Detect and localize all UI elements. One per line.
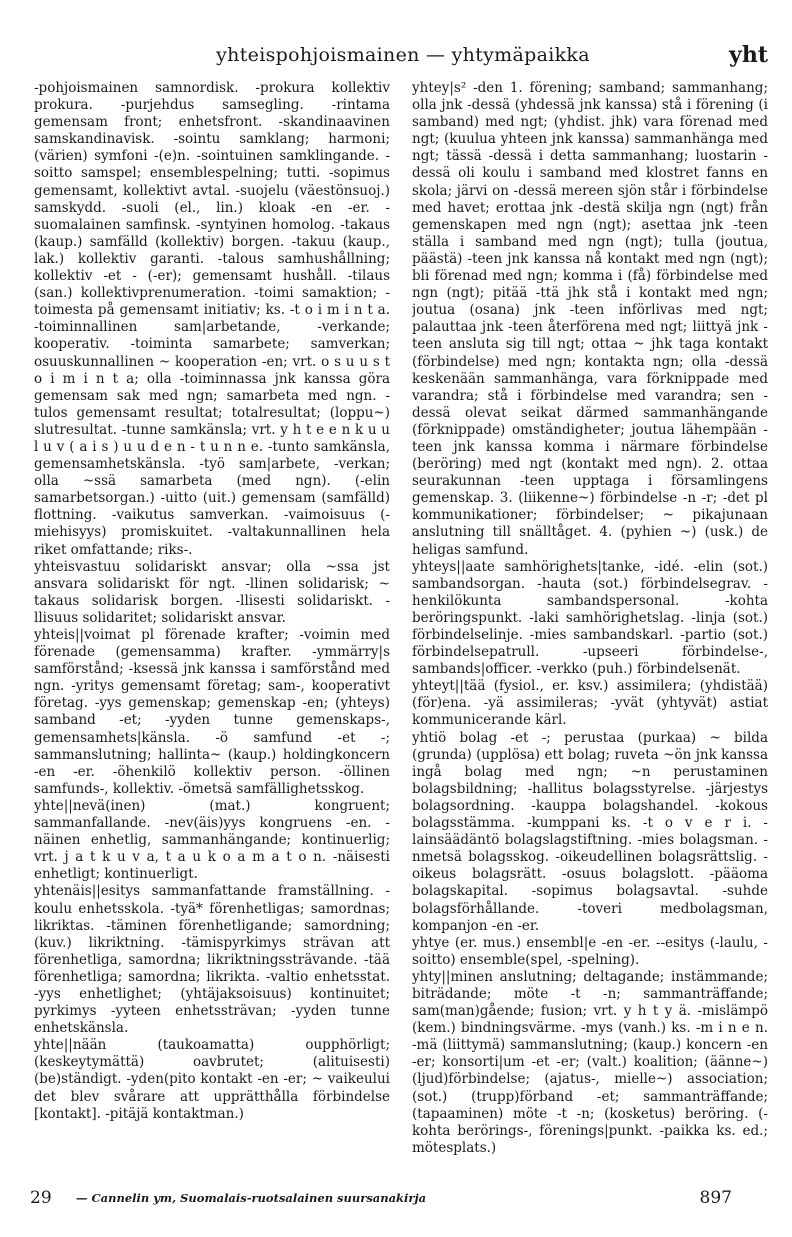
guide-word: yht	[729, 42, 768, 68]
entry-yhteisvastuu: yhteisvastuu solidariskt ansvar; olla ~ssa jst ansvara solidariskt för ngt. -llinen solidarisk; ~ takaus solidarisk borgen. -llisesti solidariskt. -llisuus solidaritet; solidariskt ansvar.	[34, 558, 390, 626]
entry-yhteyttaa: yhteyt||tää (fysiol., er. ksv.) assimilera; (yhdistää) (för)ena. -yä assimileras; -yvät (yhtyvät) astiat kommunicerande kärl.	[412, 678, 768, 729]
entry-yhteys: yhtey|s² -den 1. förening; samband; sammanhang; olla jnk -dessä (yhdessä jnk kanssa) stå i förening (i samband) med ngt; (yhdist. jhk) vara förenad med ngt; (kuulua yhteen jnk kanssa) sammanhänga med ngt; tässä -dessä i detta sammanhang; luostarin -dessä oli koulu i samband med klostret fanns en skola; järvi on -dessä mereen sjön står i förbindelse med havet; erottaa jnk -destä skilja ngn (ngt) från gemenskapen med ngn (ngt); asettaa jnk -teen ställa i samband med ngn (ngt); tulla (joutua, päästä) -teen jnk kanssa nå kontakt med ngn (ngt); bli förenad med ngn; komma i (få) förbindelse med ngn (ngt); pitää -ttä jhk stå i kontakt med ngn; joutua (osana) jnk -teen införlivas med ngt; palauttaa jnk -teen återförena med ngt; liittyä jnk -teen ansluta sig till ngt; ottaa ~ jhk taga kontakt (förbindelse) med ngn; kontakta ngn; olla -dessä keskenään sammanhänga, vara förknippade med varandra; stå i förbindelse med varandra; sen -dessä olevat seikat därmed sammanhängande (förknippade) omständigheter; joutua lähempään -teen jnk kanssa komma i närmare förbindelse (beröring) med ngt (kontakt med ngn). 2. ottaa seurakunnan -teen upptaga i församlingens gemenskap. 3. (liikenne~) förbindelse -n -r; -det pl kommunikationer; förbindelser; ~ pikajunaan anslutning till snälltåget. 4. (pyhien ~) (usk.) de heligas samfund.	[412, 80, 768, 558]
entry-yhtenevainen: yhte||nevä(inen) (mat.) kongruent; sammanfallande. -nev(äis)yys kongruens -en. -näinen enhetlig, sammanhängande; kontinuerlig; vrt. j a t k u v a, t a u k o a m a t o n. -näisesti enhetligt; kontinuerligt.	[34, 797, 390, 883]
entry-yhtenaan: yhte||nään (taukoamatta) oupphörligt; (keskeytymättä) oavbrutet; (alituisesti) (be)ständigt. -yden(pito kontakt -en -er; ~ vaikeului det blev svårare att upprätthålla förbindelse [kontakt]. -pitäjä kontaktman.)	[34, 1037, 390, 1122]
right-column	[412, 80, 768, 1175]
entry-yhtio: yhtiö bolag -et -; perustaa (purkaa) ~ bilda (grunda) (upplösa) ett bolag; ruveta ~ön jnk kanssa ingå bolag med ngn; ~n perustaminen bolagsbildning; -hallitus bolagsstyrelse. -järjestys bolagsordning. -kauppa bolagshandel. -kokous bolagsstämma. -kumppani ks. -t o v e r i. -lainsäädäntö bolagslagstiftning. -mies bolagsman. -nmetsä bolagsskog. -oikeudellinen bolagsrättslig. -oikeus bolagsrätt. -osuus bolagslott. -pääoma bolagskapital. -sopimus bolagsavtal. -suhde bolagsförhållande. -toveri medbolagsman, kompanjon -en -er.	[412, 729, 768, 934]
entry-yhteis-pohjoismainen-block: -pohjoismainen samnordisk. -prokura kollektiv prokura. -purjehdus samsegling. -rintama gemensam front; enhetsfront. -skandinaavinen samskandinavisk. -sointu samklang; harmoni; (värien) symfoni -(e)n. -sointuinen samklingande. -soitto samspel; ensemblespelning; tutti. -sopimus gemensamt, kollektivt avtal. -suojelu (väestönsuoj.) samskydd. -suoli (el., lin.) kloak -en -er. -suomalainen samfinsk. -syntyinen homolog. -takaus (kaup.) samfälld (kollektiv) borgen. -takuu (kaup., lak.) kollektiv garanti. -talous samhushållning; kollektiv -et - (-er); gemensamt hushåll. -tilaus (san.) kollektivprenumeration. -toimi samaktion; -toimesta på gemensamt initiativ; ks. -t o i m i n t a. -toiminnallinen sam|arbetande, -verkande; kooperativ. -toiminta samarbete; samverkan; osuuskunnallinen ~ kooperation -en; vrt. o s u u s t o i m i n t a; olla -toiminnassa jnk kanssa göra gemensam sak med ngn; samarbeta med ngn. -tulos gemensamt resultat; totalresultat; (loppu~) slutresultat. -tunne samkänsla; vrt. y h t e e n k u u l u v ( a i s ) u u d e n - t u n n e. -tunto samkänsla, gemensamhetskänsla. -työ sam|arbete, -verkan; olla ~ssä samarbeta (med ngn). (-elin samarbetsorgan.) -uitto (uit.) gemensam (samfälld) flottning. -vaikutus samverkan. -vaimoisuus (-miehisyys) promiskuitet. -valtakunnallinen hela riket omfattande; riks-.	[34, 80, 390, 558]
page-header	[30, 44, 776, 78]
entry-yhtyminen: yhty||minen anslutning; deltagande; instämmande; biträdande; möte -t -n; sammanträffande; sam(man)gående; fusion; vrt. y h t y ä. -mislämpö (kem.) bindningsvärme. -mys (vanh.) ks. -m i n e n. -mä (liittymä) sammanslutning; (kaup.) koncern -en -er; konsorti|um -et -er; (valt.) koalition; (äänne~) (ljud)förbindelse; (ajatus-, mielle~) association; (sot.) (trupp)förband -et; sammanträffande; (tapaaminen) möte -t -n; (kosketus) beröring. (-kohta berörings-, förenings|punkt. -paikka ks. ed.; mötesplats.)	[412, 968, 768, 1156]
entry-yhteisvoimat: yhteis||voimat pl förenade krafter; -voimin med förenade (gemensamma) krafter. -ymmärry|s samförstånd; -ksessä jnk kanssa i samförstånd med ngn. -yritys gemensamt företag; sam-, kooperativt företag. -yys gemenskap; gemenskap -en; (yhteys) samband -et; -yyden tunne gemenskaps-, gemensamhets|känsla. -ö samfund -et -; sammanslutning; hallinta~ (kaup.) holdingkoncern -en -er. -öhenkilö kollektiv person. -öllinen samfunds-, kollektiv. -ömetsä samfällighetsskog.	[34, 627, 390, 797]
dictionary-columns	[34, 80, 772, 1175]
entry-yhtye: yhtye (er. mus.) ensembl|e -en -er. --esitys (-laulu, -soitto) ensemble(spel, -spelning).	[412, 934, 768, 968]
page-number: 897	[699, 1188, 732, 1208]
entry-yhtenaisesitys: yhtenäis||esitys sammanfattande framställning. -koulu enhetsskola. -tyä* förenhetligas; samordnas; likriktas. -täminen förenhetligande; samordning; (kuv.) likriktning. -tämispyrkimys strävan att förenhetliga, samordna; likriktningssträvande. -tää förenhetliga; samordna; likrikta. -valtio enhetsstat. -yys enhetlighet; (yhtäjaksoisuus) kontinuitet; pyrkimys -yyteen enhetssträvan; -yyden tunne enhetskänsla.	[34, 883, 390, 1037]
book-imprint: — Cannelin ym, Suomalais-ruotsalainen suursanakirja	[76, 1191, 427, 1205]
running-title: yhteispohjoismainen — yhtymäpaikka	[216, 44, 590, 66]
page-footer	[30, 1188, 770, 1212]
entry-yhteysaate: yhteys||aate samhörighets|tanke, -idé. -elin (sot.) sambandsorgan. -hauta (sot.) förbindelsegrav. -henkilökunta sambandspersonal. -kohta beröringspunkt. -laki samhörighetslag. -linja (sot.) förbindelselinje. -mies sambandskarl. -partio (sot.) förbindelsepatrull. -upseeri förbindelse-, sambands|officer. -verkko (puh.) förbindelsenät.	[412, 558, 768, 678]
left-column	[34, 80, 390, 1175]
signature-number: 29	[30, 1188, 52, 1208]
